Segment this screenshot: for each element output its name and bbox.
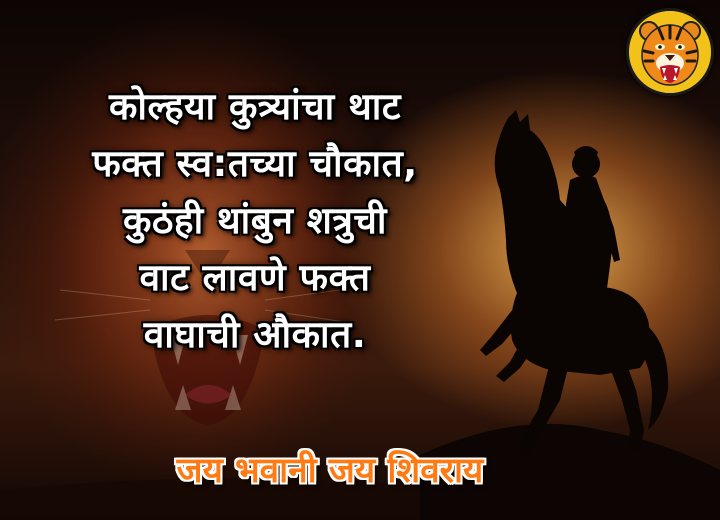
tiger-face-icon <box>629 11 711 93</box>
quote-line-3: कुठंही थांबुन शत्रुची <box>123 199 387 242</box>
quote-text-block <box>30 78 480 363</box>
slogan-text: जय भवानी जय शिवराय <box>176 451 484 491</box>
quote-line-4: वाट लावणे फक्त <box>139 256 371 299</box>
quote-line-1: कोल्हया कुत्र्यांचा थाट <box>109 85 401 128</box>
tiger-badge <box>626 8 714 96</box>
quote-line-2: फक्त स्व:तच्या चौकात, <box>92 142 418 185</box>
quote-line-5: वाघाची औकात. <box>143 313 367 356</box>
